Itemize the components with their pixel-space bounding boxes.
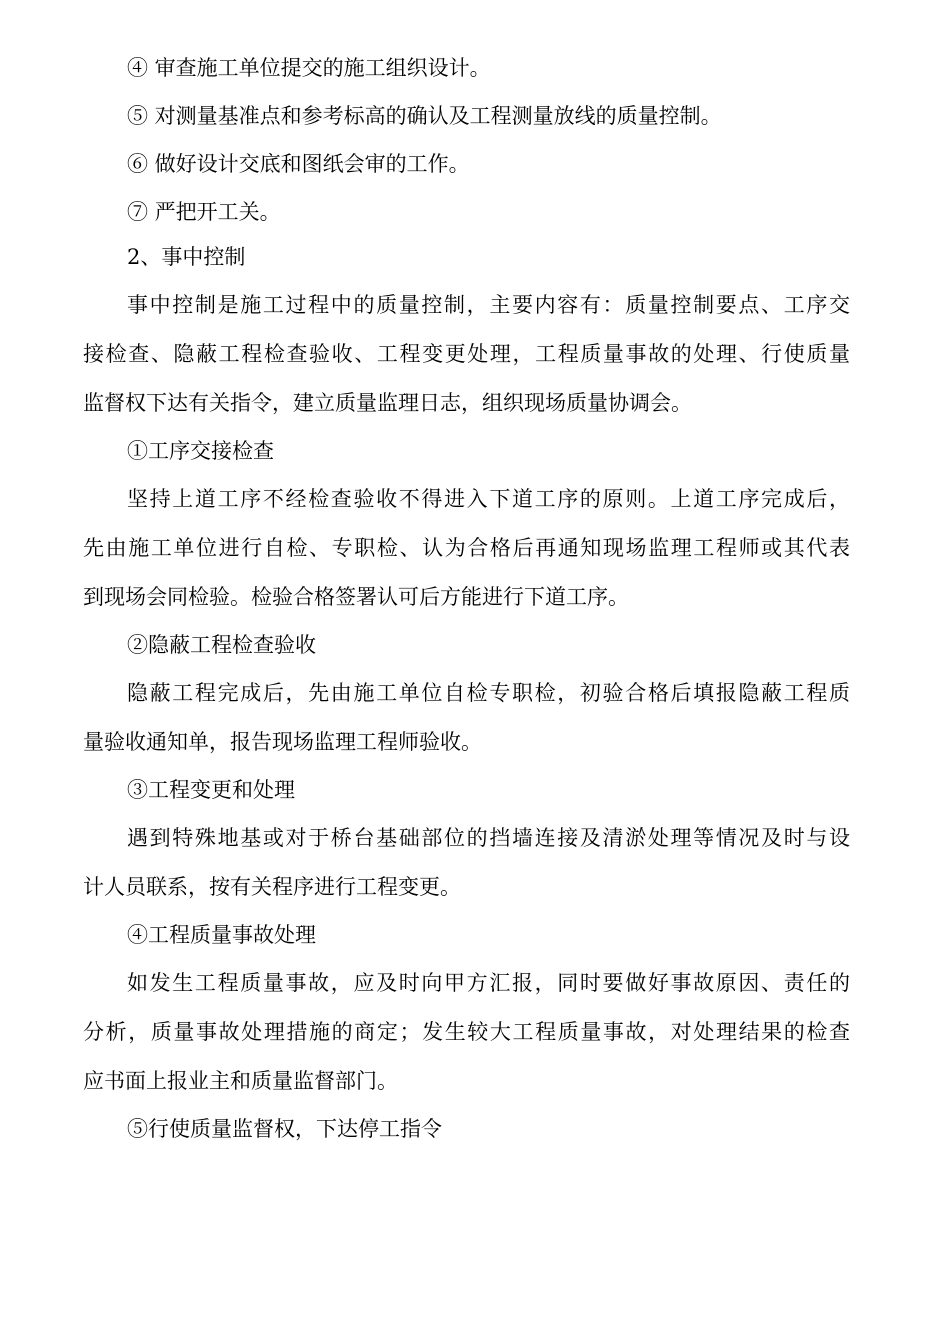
- paragraph-line: 应书面上报业主和质量监督部门。: [83, 1069, 398, 1093]
- paragraph-line: 量验收通知单，报告现场监理工程师验收。: [83, 730, 482, 754]
- subheading-concealed-works-inspection: ②隐蔽工程检查验收: [127, 633, 316, 657]
- paragraph-line: 分析，质量事故处理措施的商定；发生较大工程质量事故，对处理结果的检查: [83, 1020, 850, 1044]
- list-item-design-disclosure: ⑥ 做好设计交底和图纸会审的工作。: [127, 152, 470, 176]
- section-heading-in-process-control: 2、事中控制: [127, 245, 246, 269]
- list-item-start-work-control: ⑦ 严把开工关。: [127, 200, 281, 224]
- paragraph-line: 先由施工单位进行自检、专职检、认为合格后再通知现场监理工程师或其代表: [83, 536, 850, 560]
- subheading-quality-supervision-stop-work: ⑤行使质量监督权，下达停工指令: [127, 1117, 442, 1141]
- paragraph-line: 隐蔽工程完成后，先由施工单位自检专职检，初验合格后填报隐蔽工程质: [127, 681, 850, 705]
- list-item-review-construction-design: ④ 审查施工单位提交的施工组织设计。: [127, 56, 491, 80]
- paragraph-line: 坚持上道工序不经检查验收不得进入下道工序的原则。上道工序完成后，: [127, 487, 850, 511]
- paragraph-line: 事中控制是施工过程中的质量控制，主要内容有：质量控制要点、工序交: [127, 293, 850, 317]
- subheading-engineering-change: ③工程变更和处理: [127, 778, 295, 802]
- paragraph-line: 监督权下达有关指令，建立质量监理日志，组织现场质量协调会。: [83, 391, 692, 415]
- paragraph-line: 到现场会同检验。检验合格签署认可后方能进行下道工序。: [83, 585, 629, 609]
- paragraph-line: 如发生工程质量事故，应及时向甲方汇报，同时要做好事故原因、责任的: [127, 971, 850, 995]
- paragraph-line: 计人员联系，按有关程序进行工程变更。: [83, 875, 461, 899]
- subheading-quality-accident-handling: ④工程质量事故处理: [127, 923, 316, 947]
- paragraph-line: 接检查、隐蔽工程检查验收、工程变更处理，工程质量事故的处理、行使质量: [83, 342, 850, 366]
- subheading-process-handover-inspection: ①工序交接检查: [127, 439, 274, 463]
- paragraph-line: 遇到特殊地基或对于桥台基础部位的挡墙连接及清淤处理等情况及时与设: [127, 826, 850, 850]
- list-item-survey-quality-control: ⑤ 对测量基准点和参考标高的确认及工程测量放线的质量控制。: [127, 104, 722, 128]
